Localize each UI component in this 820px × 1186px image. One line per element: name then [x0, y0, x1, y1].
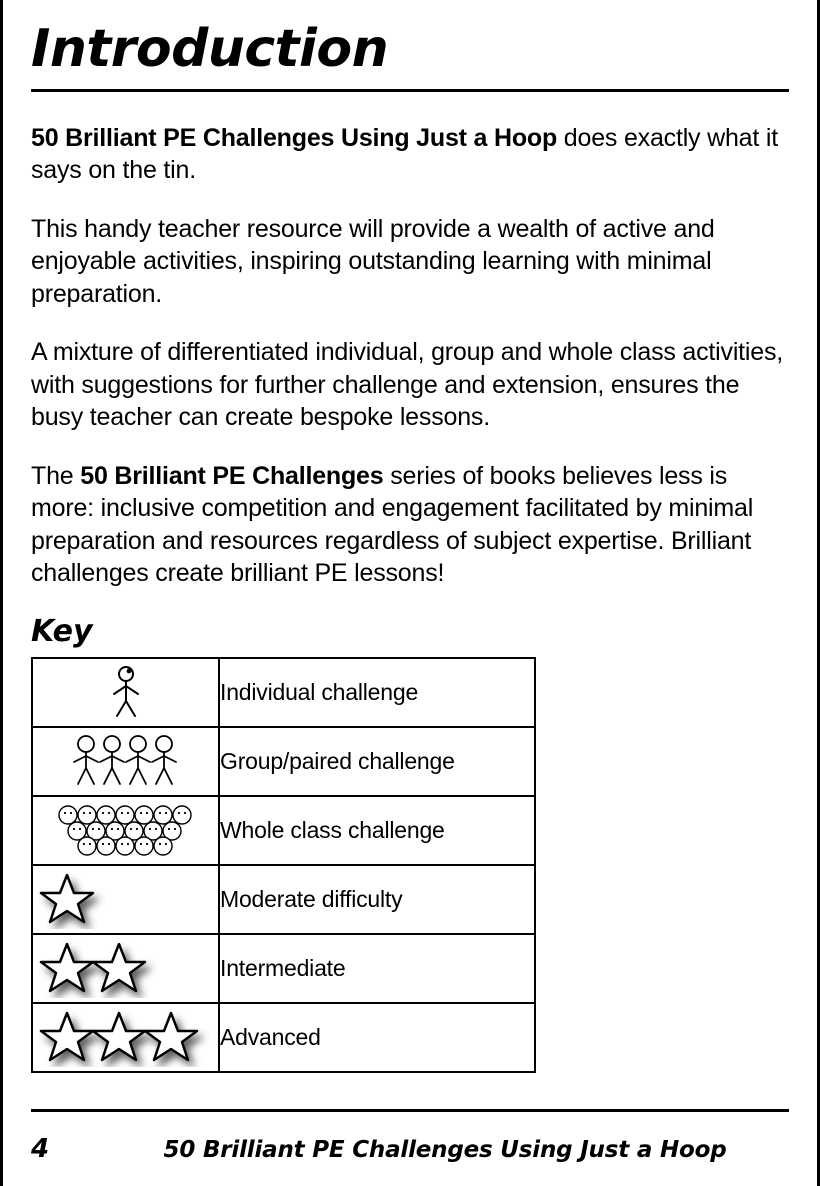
paragraph-4-bold-run: 50 Brilliant PE Challenges — [80, 461, 384, 490]
title-divider — [31, 89, 789, 92]
key-icon-cell — [32, 727, 219, 796]
page-number: 4 — [31, 1134, 50, 1164]
three-stars-icon — [33, 1004, 224, 1071]
key-icon-cell — [32, 796, 219, 865]
paragraph-1 — [31, 122, 789, 187]
footer-divider — [31, 1109, 789, 1112]
table-row — [32, 658, 535, 727]
table-row — [32, 796, 535, 865]
paragraph-4-run-a: The — [31, 461, 81, 490]
paragraph-2 — [31, 213, 789, 311]
key-label: Whole class challenge — [219, 796, 535, 865]
table-row — [32, 1003, 535, 1072]
key-label: Individual challenge — [219, 658, 535, 727]
paragraph-3 — [31, 336, 789, 434]
key-icon-cell — [32, 658, 219, 727]
key-label: Intermediate — [219, 934, 535, 1003]
paragraph-2-run: This handy teacher resource will provide a wealth of active and enjoyable activities, inspiring outstanding learning with minimal preparation. — [31, 214, 715, 308]
key-label: Advanced — [219, 1003, 535, 1072]
paragraph-4 — [31, 460, 789, 590]
table-row — [32, 865, 535, 934]
running-title: 50 Brilliant PE Challenges Using Just a Hoop — [163, 1137, 727, 1163]
two-stars-icon — [33, 935, 224, 1002]
page-title: Introduction — [31, 19, 389, 79]
table-row — [32, 727, 535, 796]
key-icon-cell — [32, 865, 219, 934]
key-table — [31, 657, 536, 1073]
page-footer — [31, 1134, 789, 1164]
key-label: Group/paired challenge — [219, 727, 535, 796]
group-stick-figures-icon — [33, 728, 218, 795]
one-star-icon — [33, 866, 224, 933]
paragraph-4-run-b: series of books believes less is more: inclusive competition and engagement facilitated by minimal preparation and resources regardless of subject expertise. Brilliant challenges create brilliant PE lessons! — [31, 461, 754, 588]
crowd-of-faces-icon — [33, 797, 218, 864]
table-row — [32, 934, 535, 1003]
paragraph-3-run: A mixture of differentiated individual, group and whole class activities, with suggestions for further challenge and extension, ensures the busy teacher can create bespoke lessons. — [31, 338, 784, 432]
key-label: Moderate difficulty — [219, 865, 535, 934]
paragraph-1-bold-run: 50 Brilliant PE Challenges Using Just a Hoop — [31, 123, 558, 152]
key-heading: Key — [31, 613, 93, 649]
paragraph-1-run: does exactly what it says on the tin. — [31, 123, 778, 185]
key-icon-cell — [32, 934, 219, 1003]
key-icon-cell — [32, 1003, 219, 1072]
single-stick-figure-icon — [33, 659, 218, 726]
